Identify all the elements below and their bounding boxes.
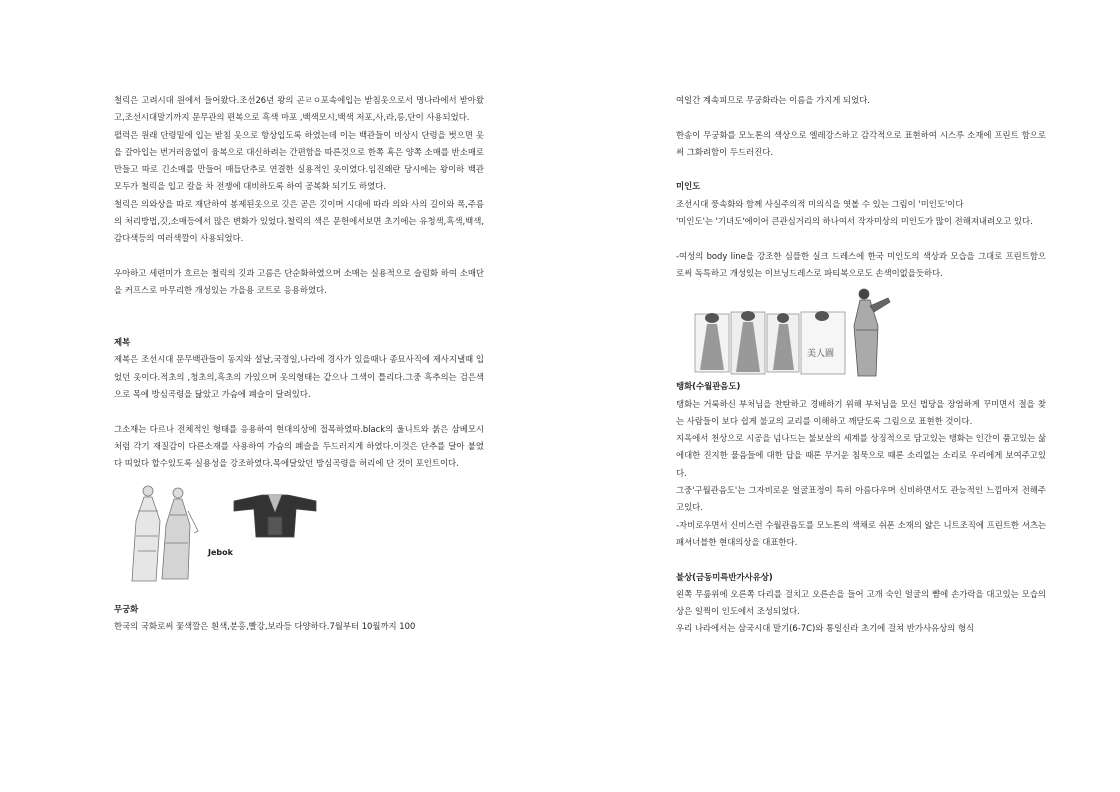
miindo-figure [676,286,1046,378]
jebok-figure [114,477,484,585]
paragraph: -여성의 body line을 강조한 심플한 실크 드레스에 한국 미인도의 색상과 모습을 그대로 프린트함으로써 독특하고 개성있는 이브닝드레스로 파티복으로도 손색이없을듯하다. [676,250,1046,278]
paragraph: -자비로우면서 신비스런 수월관음도를 모노톤의 색채로 쉬폰 소재의 얇은 니트조직에 프린트한 셔츠는 패셔너블한 현대의상을 대표한다. [676,519,1046,547]
paragraph: 우리 나라에서는 삼국시대 말기(6-7C)와 통일신라 초기에 걸쳐 반가사유상의 형식 [676,623,975,634]
miindo-dress-illustration [848,286,892,378]
paragraph: 펼럭은 원래 단령밑에 입는 받침 옷으로 항상입도록 하였는데 이는 백관들이 비상시 단령을 벗으면 옷을 갈아입는 번거러움없이 융복으로 대신하려는 간편함을 따른것으로 한쪽 혹은 양쪽 소매를 반소매로 만들고 따로 긴소매를 만들어 매듭단추로 연결한 실용적인 옷이였다.임진왜란 당시에는 왕이하 백관 모두가 철릭을 입고 칼을 차 전쟁에 대비하도록 하여 공복화 되기도 하였다. [114,129,484,192]
section-heading-miindo: 미인도 [676,181,701,192]
jebok-figure-illustration [126,481,208,585]
paragraph: 철릭은 고려시대 원에서 들어왔다.조선26년 왕의 곤ㄹㅇ포속에입는 받침옷으로서 명나라에서 받아왔고,조선시대말기까지 문무관의 편복으로 흑색 마포 ,백색모시,백색 저포,사,라,릉,단이 사용되었다. [114,95,484,123]
paragraph: 지옥에서 천상으로 시공을 넘나드는 불보살의 세계를 상징적으로 담고있는 탱화는 인간이 품고있는 삶에대한 진지한 물음들에 대한 답을 때론 무거운 침묵으로 때론 소리없는 소리로 우리에게 보여주고있다. [676,433,1046,478]
paragraph: 제복은 조선시대 문무백관들이 동지와 설날,국경일,나라에 경사가 있을때나 종묘사직에 제사지낼때 입었던 옷이다.적초의 ,청초의,흑초의 가있으며 옷의형태는 같으나 그색이 틀리다.그중 흑추의는 검은색으로 목에 방심곡령을 닮았고 가슴에 폐슬이 달려있다. [114,354,484,400]
paragraph: 우아하고 세련미가 흐르는 철릭의 깃과 고름은 단순화하였으며 소매는 실용적으로 슬림화 하여 소매단을 커프스로 마무리한 개성있는 가을용 코트로 응용하였다. [114,267,484,296]
paragraph: 그중'구월관음도'는 그자비로운 얼굴표정이 특히 아름다우며 신비하면서도 관능적인 느낌마저 전해주고있다. [676,485,1046,513]
paragraph: 철릭은 의와상을 따로 재단하여 봉제된옷으로 깃은 곧은 깃이며 시대에 따라 의와 사의 길이와 폭,주름의 처리방법,깃,소매등에서 많은 변화가 있었다.철릭의 색은 문헌에서보면 초기에는 유청색,흑색,백색,감다색등의 여러색깔이 사용되었다. [114,198,484,244]
miindo-figure-label: 美人圖 [807,349,835,360]
jebok-figure-label: Jebok [208,547,233,557]
paragraph: 한국의 국화로써 꽃색깔은 흰색,분홍,빨강,보라등 다양하다.7월부터 10월까지 100 [114,620,416,631]
section-heading-jebok: 제복 [114,337,131,348]
paragraph: 그소재는 다르나 전체적인 형태를 응용하여 현대의상에 접목하였따.black의 울니트와 붉은 삼베모시처럼 각기 재질감이 다른소재를 사용하여 가슴의 폐슬을 두드러지게 하였다.이것은 단추를 달아 붙였다 띠었다 할수있도록 실용성을 강조하였다.목에달았던 방심곡령을 허리에 단 것이 포인트이다. [114,423,484,469]
miindo-print-illustration [694,304,848,376]
paragraph: '미인도'는 '기녀도'에이어 큰관심거리의 하나여서 작자미상의 미인도가 많이 전해져내려오고 있다. [676,216,1033,227]
paragraph: 왼쪽 무릎위에 오른쪽 다리를 걸치고 오른손을 들어 고개 숙인 얼굴의 뺨에 손가락을 대고있는 모습의 상은 일찍이 인도에서 조성되었다. [676,588,1046,617]
right-column [676,92,1046,638]
section-heading-bulsang: 불상(금동미륵반가사유상) [676,571,773,582]
paragraph: 조선시대 풍속화와 함께 사실주의적 미의식을 엿볼 수 있는 그림이 '미인도'이다 [676,198,964,209]
paragraph: 탱화는 거룩하신 부처님을 찬탄하고 경배하기 위해 부처님을 모신 법당을 장엄하게 꾸미면서 절을 찾는 사람들이 보다 쉽게 불교의 교리를 이해하고 깨닫도록 그림으로 표현한 것이다. [676,398,1046,426]
section-heading-mugunghwa: 무궁화 [114,603,139,614]
paragraph: 여일간 계속피므로 무궁화라는 이름을 가지게 되었다. [676,95,870,105]
paragraph: 한송이 무궁화를 모노톤의 색상으로 엘레강스하고 감각적으로 표현하여 시스루 소재에 프린트 함으로써 그화려함이 두드러진다. [676,129,1046,157]
left-column [114,92,484,635]
jebok-robe-illustration [232,491,318,539]
section-heading-taenghwa: 탱화(수월관음도) [676,381,741,392]
